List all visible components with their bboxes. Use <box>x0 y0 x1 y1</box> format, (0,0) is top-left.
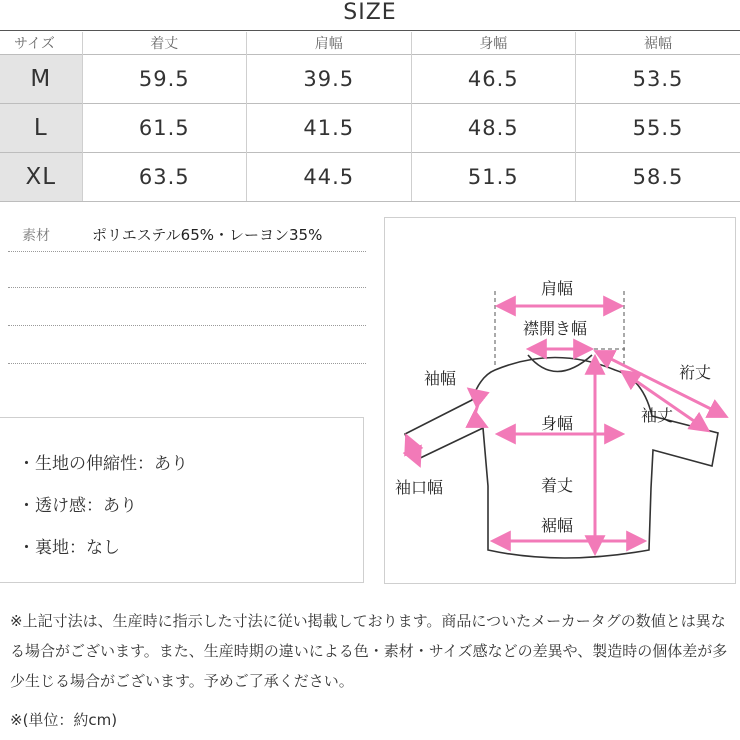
unit-note: ※(単位：約cm) <box>10 711 118 729</box>
label-cuff-width: 袖口幅 <box>395 478 444 497</box>
table-cell: 39.5 <box>247 55 412 104</box>
dotted-divider <box>8 325 366 326</box>
size-title: SIZE <box>343 0 397 25</box>
table-cell: 53.5 <box>576 55 740 104</box>
table-cell: 41.5 <box>247 104 412 153</box>
label-neck-width: 襟開き幅 <box>523 319 588 338</box>
header-size: サイズ <box>14 36 55 52</box>
label-hem: 裾幅 <box>541 516 574 535</box>
sleeve-width-arrow <box>470 390 485 426</box>
note-lining: ・裏地：なし <box>18 538 120 558</box>
note-stretch: ・生地の伸縮性：あり <box>18 454 188 474</box>
row-size-label: L <box>0 104 82 153</box>
table-cell: 46.5 <box>411 55 576 104</box>
footnote-disclaimer: ※上記寸法は、生産時に指示した寸法に従い掲載しております。商品についたメーカータグの数値とは異なる場合がございます。また、生産時期の違いによる色・素材・サイズ感などの差異や、製造時の個体差が多少生じる場合がございます。予めご了承ください。 <box>10 612 728 690</box>
dotted-divider <box>8 251 366 252</box>
dotted-divider <box>8 363 366 364</box>
header-length: 着丈 <box>82 32 247 55</box>
table-cell: 48.5 <box>411 104 576 153</box>
label-sleeve-width: 袖幅 <box>424 369 457 388</box>
table-cell: 51.5 <box>411 153 576 202</box>
material-label: 素材 <box>22 228 50 244</box>
table-row <box>0 55 740 104</box>
table-cell: 59.5 <box>82 55 247 104</box>
row-size-label: M <box>0 55 82 104</box>
fabric-notes-box <box>0 417 364 583</box>
material-value: ポリエステル65%・レーヨン35% <box>92 226 323 244</box>
row-size-label: XL <box>0 153 82 202</box>
table-header-row <box>0 32 740 55</box>
label-body-width: 身幅 <box>541 414 574 433</box>
table-cell: 58.5 <box>576 153 740 202</box>
title-divider <box>0 30 740 31</box>
cuff-arrow <box>407 437 419 464</box>
header-hem-width: 裾幅 <box>576 32 740 55</box>
measurement-diagram <box>384 217 736 584</box>
note-sheer: ・透け感：あり <box>18 496 137 516</box>
label-length: 着丈 <box>541 476 574 495</box>
label-shoulder: 肩幅 <box>541 279 574 298</box>
dotted-divider <box>8 287 366 288</box>
label-yuki: 裄丈 <box>679 363 712 382</box>
label-sleeve-length: 袖丈 <box>641 406 674 425</box>
table-cell: 44.5 <box>247 153 412 202</box>
table-cell: 55.5 <box>576 104 740 153</box>
header-shoulder: 肩幅 <box>247 32 412 55</box>
header-body-width: 身幅 <box>411 32 576 55</box>
table-row <box>0 104 740 153</box>
table-row <box>0 153 740 202</box>
size-table <box>0 32 740 202</box>
table-cell: 61.5 <box>82 104 247 153</box>
table-cell: 63.5 <box>82 153 247 202</box>
